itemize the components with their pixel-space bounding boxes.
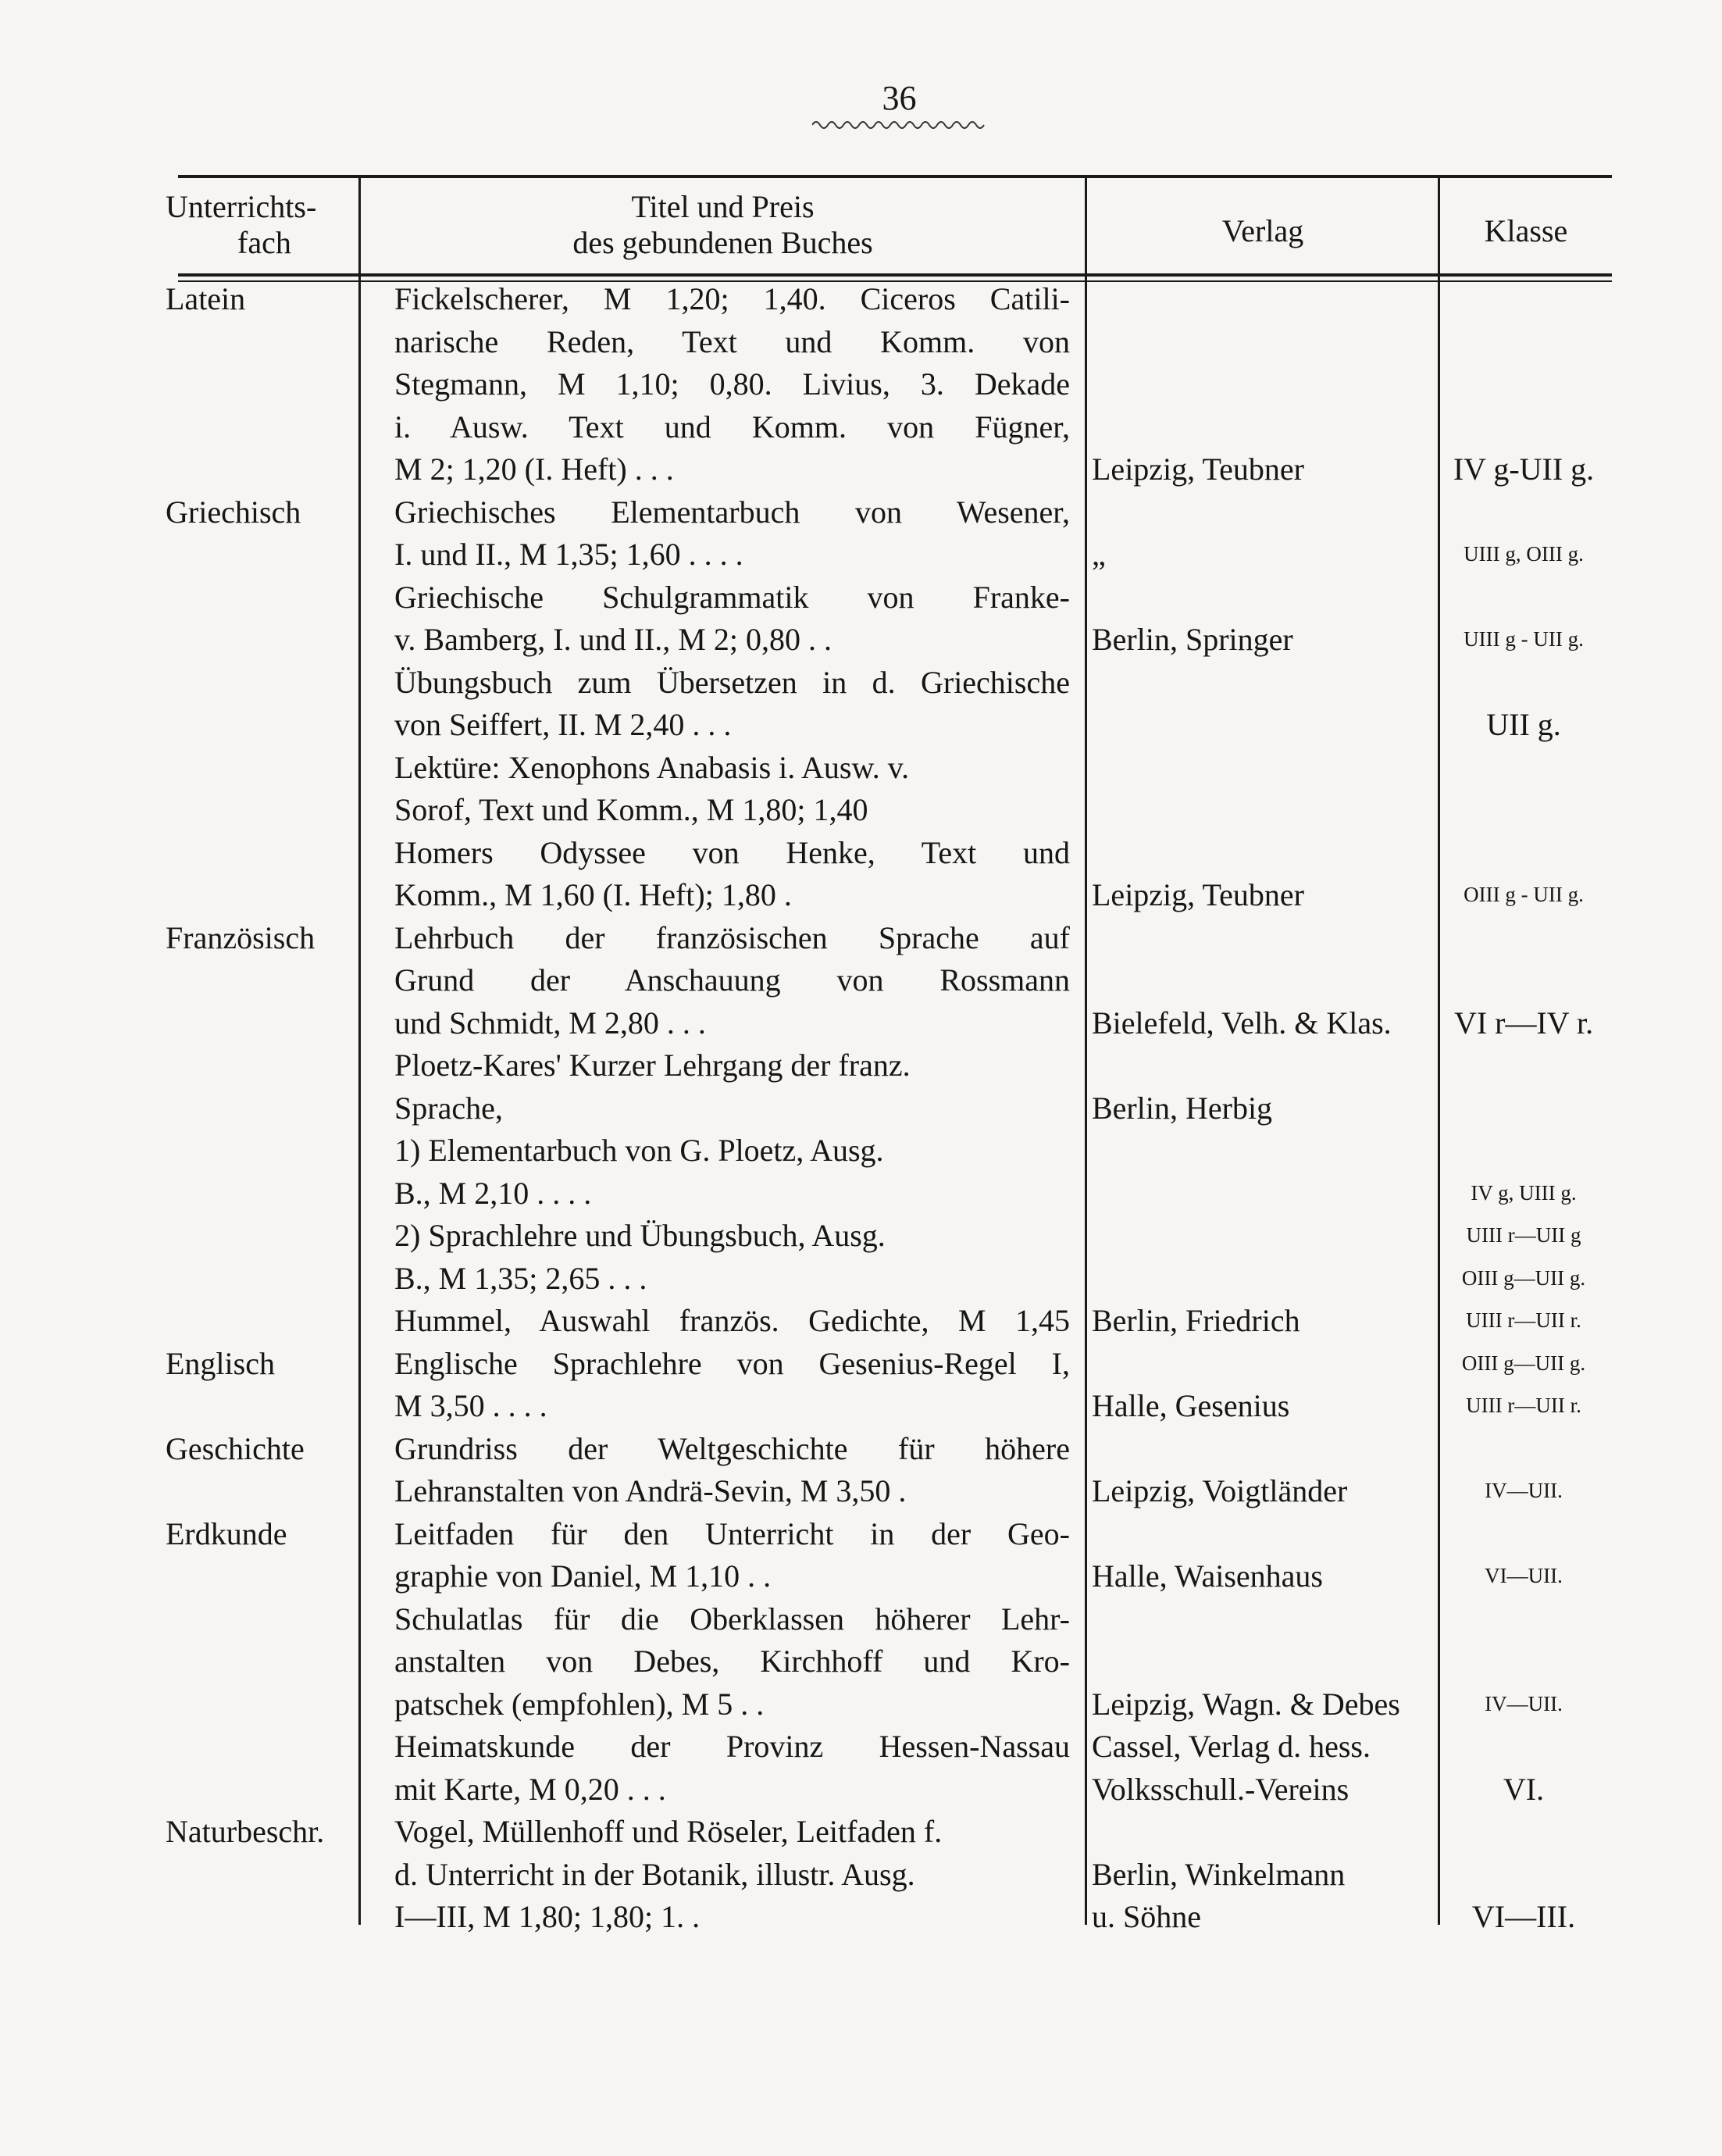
table-row [0, 1597, 1722, 1640]
cell-klasse: IV g-UII g. [1453, 452, 1595, 487]
cell-klasse: VI r—IV r. [1453, 1005, 1594, 1041]
table-row [0, 1001, 1722, 1044]
header-fach-line1: Unterrichts- [166, 189, 317, 224]
cell-title: B., M 1,35; 2,65 . . . [394, 1260, 647, 1296]
cell-klasse: VI. [1503, 1771, 1545, 1807]
cell-klasse: OIII g—UII g. [1461, 1351, 1586, 1375]
table-row [0, 1384, 1722, 1427]
cell-verlag: Berlin, Herbig [1092, 1090, 1273, 1126]
table-row [0, 1044, 1722, 1087]
table-row [0, 831, 1722, 874]
table-row [0, 1257, 1722, 1300]
cell-klasse: VI—III. [1471, 1899, 1576, 1934]
table-row [0, 1853, 1722, 1896]
table-row [0, 1768, 1722, 1811]
page-number-ornament [812, 119, 988, 131]
table-row [0, 788, 1722, 831]
cell-verlag: Leipzig, Teubner [1092, 877, 1304, 912]
table-row [0, 1087, 1722, 1130]
cell-klasse: UII g. [1486, 707, 1561, 742]
cell-title: I—III, M 1,80; 1,80; 1. . [394, 1899, 701, 1934]
cell-verlag: „ [1092, 537, 1106, 572]
cell-title: v. Bamberg, I. und II., M 2; 0,80 . . [394, 622, 832, 657]
cell-verlag: Halle, Waisenhaus [1092, 1558, 1323, 1594]
cell-verlag: Volksschull.-Vereins [1092, 1771, 1349, 1807]
cell-fach: Erdkunde [166, 1515, 287, 1551]
cell-title: Grund der Anschauung von Rossmann [394, 962, 1070, 998]
cell-title: Komm., M 1,60 (I. Heft); 1,80 . [394, 877, 792, 912]
cell-fach: Griechisch [166, 494, 301, 530]
cell-title: I. und II., M 1,35; 1,60 . . . . [394, 537, 743, 572]
cell-title: Schulatlas für die Oberklassen höherer Lehr- [394, 1601, 1070, 1637]
header-bottom-rule [178, 273, 1612, 277]
cell-title: graphie von Daniel, M 1,10 . . [394, 1558, 772, 1594]
table-row [0, 1172, 1722, 1215]
table-row [0, 873, 1722, 916]
table-row [0, 1725, 1722, 1768]
cell-klasse: OIII g—UII g. [1461, 1265, 1586, 1290]
cell-klasse: OIII g - UII g. [1464, 883, 1584, 906]
cell-title: Lehranstalten von Andrä-Sevin, M 3,50 . [394, 1473, 907, 1508]
table-row [0, 916, 1722, 959]
cell-title: Übungsbuch zum Übersetzen in d. Griechische [394, 664, 1070, 700]
page-number: 36 [882, 79, 917, 117]
cell-klasse: UIII r—UII r. [1466, 1308, 1581, 1332]
table-row [0, 1683, 1722, 1726]
cell-verlag: Leipzig, Wagn. & Debes [1092, 1686, 1400, 1722]
table-row [0, 491, 1722, 534]
cell-title: Griechische Schulgrammatik von Franke- [394, 579, 1070, 615]
cell-title: Grundriss der Weltgeschichte für höhere [394, 1430, 1070, 1466]
cell-verlag: Berlin, Winkelmann [1092, 1856, 1346, 1892]
cell-title: Ploetz-Kares' Kurzer Lehrgang der franz. [394, 1048, 911, 1083]
cell-title: mit Karte, M 0,20 . . . [394, 1771, 666, 1807]
table-row [0, 1640, 1722, 1683]
cell-klasse: IV g, UIII g. [1471, 1180, 1577, 1205]
cell-title: und Schmidt, M 2,80 . . . [394, 1005, 706, 1041]
cell-title: von Seiffert, II. M 2,40 . . . [394, 707, 732, 742]
table-row [0, 576, 1722, 619]
cell-title: Englische Sprachlehre von Gesenius-Regel I, [394, 1345, 1070, 1381]
cell-verlag: Berlin, Friedrich [1092, 1303, 1300, 1338]
table-row [0, 618, 1722, 661]
cell-fach: Englisch [166, 1345, 275, 1381]
table-row [0, 1299, 1722, 1342]
cell-verlag: Halle, Gesenius [1092, 1388, 1290, 1423]
cell-fach: Geschichte [166, 1430, 305, 1466]
table-row [0, 448, 1722, 491]
cell-klasse: UIII r—UII r. [1466, 1394, 1581, 1417]
table-row [0, 1342, 1722, 1385]
cell-verlag: Cassel, Verlag d. hess. [1092, 1729, 1371, 1764]
cell-title: Sprache, [394, 1090, 503, 1126]
table-top-rule [178, 175, 1612, 178]
cell-klasse: VI—UII. [1485, 1564, 1563, 1587]
table-row [0, 533, 1722, 576]
header-titel [361, 189, 1085, 261]
cell-title: Homers Odyssee von Henke, Text und [394, 834, 1070, 870]
cell-title: Hummel, Auswahl französ. Gedichte, M 1,45 [394, 1303, 1070, 1338]
cell-verlag: Berlin, Springer [1092, 622, 1293, 657]
table-row [0, 703, 1722, 746]
table-row [0, 405, 1722, 448]
header-fach [166, 189, 361, 261]
table-row [0, 1895, 1722, 1938]
cell-fach: Naturbeschr. [166, 1814, 325, 1849]
cell-title: d. Unterricht in der Botanik, illustr. Ausg. [394, 1856, 915, 1892]
table-row [0, 362, 1722, 405]
cell-title: anstalten von Debes, Kirchhoff und Kro- [394, 1644, 1070, 1679]
cell-klasse: UIII g - UII g. [1464, 627, 1584, 651]
cell-title: Vogel, Müllenhoff und Röseler, Leitfaden f. [394, 1814, 943, 1849]
table-row [0, 320, 1722, 363]
cell-title: Fickelscherer, M 1,20; 1,40. Ciceros Catili- [394, 281, 1070, 316]
table-row [0, 1512, 1722, 1555]
cell-title: Lehrbuch der französischen Sprache auf [394, 919, 1070, 955]
cell-title: i. Ausw. Text und Komm. von Fügner, [394, 409, 1070, 444]
cell-title: 2) Sprachlehre und Übungsbuch, Ausg. [394, 1218, 886, 1253]
header-titel-line1: Titel und Preis [631, 189, 815, 224]
table-row [0, 1469, 1722, 1512]
cell-title: Stegmann, M 1,10; 0,80. Livius, 3. Dekade [394, 366, 1070, 402]
cell-title: B., M 2,10 . . . . [394, 1175, 592, 1211]
cell-verlag: Leipzig, Voigtländer [1092, 1473, 1348, 1508]
cell-title: patschek (empfohlen), M 5 . . [394, 1686, 765, 1722]
cell-klasse: UIII g, OIII g. [1464, 542, 1584, 566]
table-row [0, 277, 1722, 320]
table-row [0, 1214, 1722, 1257]
cell-title: M 3,50 . . . . [394, 1388, 547, 1423]
table-row [0, 661, 1722, 704]
table-row [0, 746, 1722, 789]
cell-fach: Latein [166, 281, 246, 316]
cell-verlag: u. Söhne [1092, 1899, 1201, 1934]
cell-title: 1) Elementarbuch von G. Ploetz, Ausg. [394, 1133, 884, 1168]
cell-title: Heimatskunde der Provinz Hessen-Nassau [394, 1729, 1070, 1764]
cell-verlag: Bielefeld, Velh. & Klas. [1092, 1005, 1392, 1041]
cell-klasse: IV—UII. [1485, 1479, 1563, 1502]
table-row [0, 1810, 1722, 1853]
header-verlag: Verlag [1221, 213, 1304, 248]
table-row [0, 1129, 1722, 1172]
cell-klasse: UIII r—UII g [1466, 1223, 1581, 1247]
cell-title: narische Reden, Text und Komm. von [394, 323, 1070, 359]
cell-title: Leitfaden für den Unterricht in der Geo- [394, 1515, 1070, 1551]
table-row [0, 958, 1722, 1001]
cell-title: Lektüre: Xenophons Anabasis i. Ausw. v. [394, 749, 910, 785]
cell-title: M 2; 1,20 (I. Heft) . . . [394, 452, 674, 487]
cell-title: Griechisches Elementarbuch von Wesener, [394, 494, 1070, 530]
table-row [0, 1555, 1722, 1597]
cell-klasse: IV—UII. [1485, 1691, 1563, 1715]
header-klasse: Klasse [1484, 213, 1568, 248]
header-fach-line2: fach [237, 225, 291, 260]
cell-verlag: Leipzig, Teubner [1092, 452, 1304, 487]
cell-title: Sorof, Text und Komm., M 1,80; 1,40 [394, 792, 868, 827]
table-row [0, 1427, 1722, 1470]
cell-fach: Französisch [166, 919, 316, 955]
header-titel-line2: des gebundenen Buches [572, 225, 873, 260]
